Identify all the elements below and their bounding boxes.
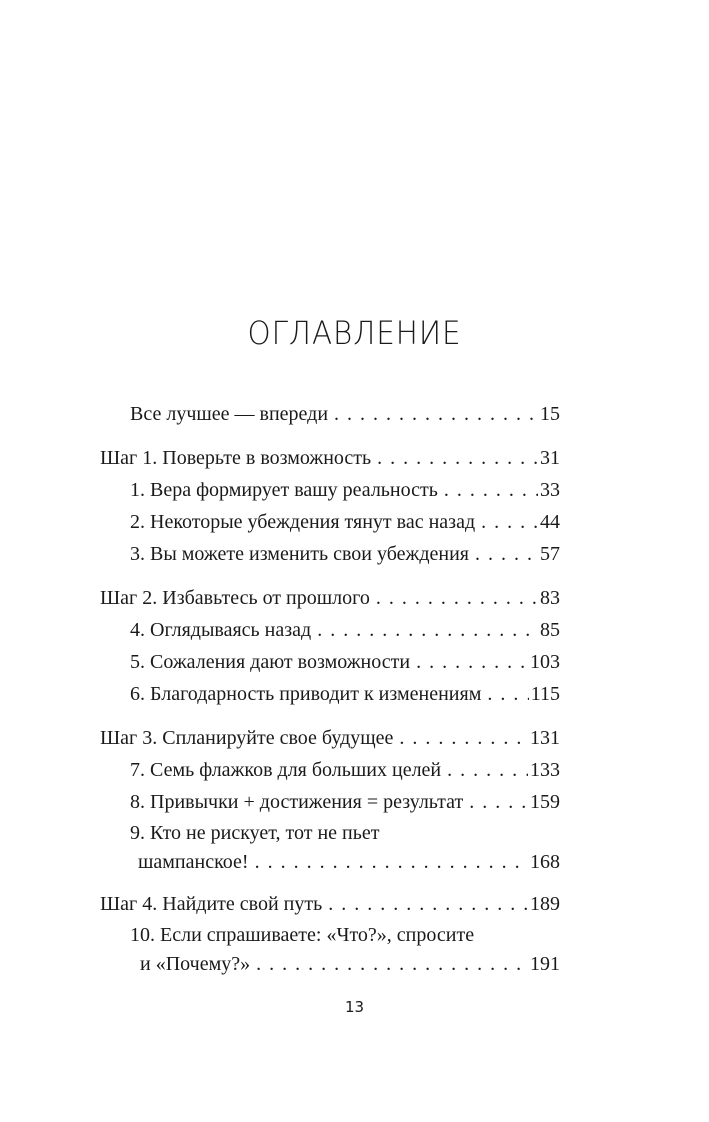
toc-entry-chapter-4[interactable] [100,614,560,646]
page-title: ОГЛАВЛЕНИЕ [247,314,462,352]
toc-entry-label: Шаг 2. Избавьтесь от прошлого [100,587,370,609]
leader-dots [255,848,528,876]
leader-dots [481,506,538,538]
toc-entry-label: 6. Благодарность приводит к изменениям [130,683,482,705]
toc-entry-page: 103 [530,651,560,673]
toc-entry-step2[interactable] [100,582,560,614]
toc-entry-label: 4. Оглядываясь назад [130,619,312,641]
toc-entry-page: 57 [540,543,560,565]
toc-entry-page: 131 [530,727,560,749]
toc-entry-label: 8. Привычки + достижения = результат [130,791,464,813]
toc-group-step1 [100,442,560,570]
toc-entry-continuation [100,848,560,876]
toc-entry-page: 189 [530,893,560,915]
toc-entry-page: 33 [540,479,560,501]
toc-entry-label: Шаг 1. Поверьте в возможность [100,447,372,469]
toc-entry-step4[interactable] [100,888,560,920]
toc-entry-page: 83 [540,587,560,609]
leader-dots [256,950,528,978]
toc-entry-page: 44 [540,511,560,533]
leader-dots [377,442,538,474]
toc-entry-chapter-3[interactable] [100,538,560,570]
leader-dots [475,538,538,570]
leader-dots [487,678,528,710]
toc-entry-label: Шаг 4. Найдите свой путь [100,893,323,915]
leader-dots [447,754,528,786]
toc-entry-label-line2: и «Почему?» [140,953,251,975]
toc-entry-label: Все лучшее — впереди [130,403,329,425]
toc-entry-page: 191 [530,953,560,975]
toc-entry-chapter-1[interactable] [100,474,560,506]
toc-entry-chapter-7[interactable] [100,754,560,786]
leader-dots [469,786,528,818]
toc-entry-label-line1: 9. Кто не рискует, тот не пьет [130,822,380,844]
toc-entry-label: Шаг 3. Спланируйте свое будущее [100,727,394,749]
toc-entry-label: 2. Некоторые убеждения тянут вас назад [130,511,476,533]
toc-group-intro [100,398,560,430]
toc-entry-chapter-2[interactable] [100,506,560,538]
toc-group-step2 [100,582,560,710]
toc-entry-chapter-6[interactable] [100,678,560,710]
toc-entry-chapter-9[interactable] [100,818,560,876]
toc-entry-step3[interactable] [100,722,560,754]
leader-dots [399,722,528,754]
toc-entry-chapter-5[interactable] [100,646,560,678]
toc-entry-label: 5. Сожаления дают возможности [130,651,411,673]
toc-entry-page: 159 [530,791,560,813]
toc-entry-label: 7. Семь флажков для больших целей [130,759,442,781]
toc-group-step3 [100,722,560,876]
toc-entry-page: 15 [540,403,560,425]
toc-entry-step1[interactable] [100,442,560,474]
toc-entry-label: 1. Вера формирует вашу реальность [130,479,438,501]
toc-entry-label-line2: шампанское! [138,851,249,873]
table-of-contents [100,398,560,990]
leader-dots [317,614,538,646]
leader-dots [376,582,538,614]
toc-entry-label-line1: 10. Если спрашиваете: «Что?», спросите [130,924,475,946]
toc-entry-label: 3. Вы можете изменить свои убеждения [130,543,469,565]
toc-entry-page: 31 [540,447,560,469]
toc-entry-continuation [100,950,560,978]
toc-entry-page: 168 [530,851,560,873]
leader-dots [444,474,538,506]
toc-entry-intro[interactable] [100,398,560,430]
leader-dots [328,888,528,920]
leader-dots [334,398,538,430]
toc-entry-page: 85 [540,619,560,641]
toc-entry-chapter-8[interactable] [100,786,560,818]
toc-group-step4 [100,888,560,978]
toc-entry-page: 115 [530,683,560,705]
toc-entry-page: 133 [530,759,560,781]
leader-dots [416,646,528,678]
page-number: 13 [344,998,365,1016]
toc-entry-chapter-10[interactable] [100,920,560,978]
